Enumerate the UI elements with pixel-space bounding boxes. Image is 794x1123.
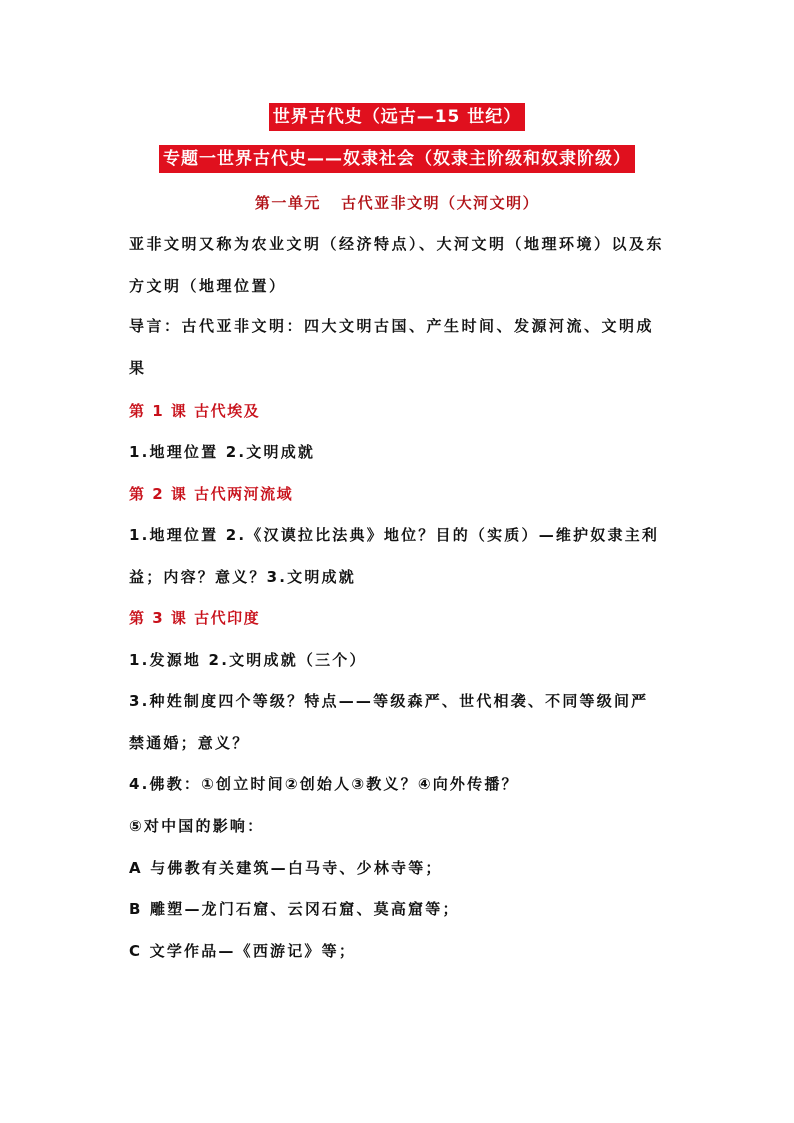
lesson-heading-2: 第 2 课 古代两河流域 <box>129 485 294 503</box>
lesson-3-line-7: B 雕塑—龙门石窟、云冈石窟、莫高窟等； <box>129 900 460 918</box>
title-banner-row <box>0 103 794 131</box>
lesson-3-line-4: 4.佛教：①创立时间②创始人③教义？④向外传播？ <box>129 775 519 793</box>
lesson-1-line-1: 1.地理位置 2.文明成就 <box>129 443 316 461</box>
guide-paragraph: 导言：古代亚非文明：四大文明古国、产生时间、发源河流、文明成果 <box>129 317 655 377</box>
lesson-3-line-8: C 文学作品—《西游记》等； <box>129 942 357 960</box>
lesson-3-line-2: 3.种姓制度四个等级？特点——等级森严、世代相袭、不同等级间严 <box>129 692 649 710</box>
intro-paragraph: 亚非文明又称为农业文明（经济特点）、大河文明（地理环境）以及东方文明（地理位置） <box>129 235 665 295</box>
lesson-heading-3: 第 3 课 古代印度 <box>129 609 261 627</box>
lesson-2-line-2: 益；内容？意义？3.文明成就 <box>129 568 356 586</box>
lesson-heading-1: 第 1 课 古代埃及 <box>129 402 261 420</box>
lesson-3-line-1: 1.发源地 2.文明成就（三个） <box>129 651 367 669</box>
lesson-3-line-6: A 与佛教有关建筑—白马寺、少林寺等； <box>129 859 443 877</box>
page-title: 世界古代史（远古—15 世纪） <box>269 103 526 131</box>
page-subtitle: 专题一世界古代史——奴隶社会（奴隶主阶级和奴隶阶级） <box>159 145 635 173</box>
lesson-2-line-1: 1.地理位置 2.《汉谟拉比法典》地位？目的（实质）—维护奴隶主利 <box>129 526 660 544</box>
unit-title: 第一单元 古代亚非文明（大河文明） <box>254 194 540 212</box>
lesson-3-line-3: 禁通婚；意义？ <box>129 734 250 752</box>
lesson-3-line-5: ⑤对中国的影响： <box>129 817 265 835</box>
subtitle-banner-row <box>0 145 794 173</box>
